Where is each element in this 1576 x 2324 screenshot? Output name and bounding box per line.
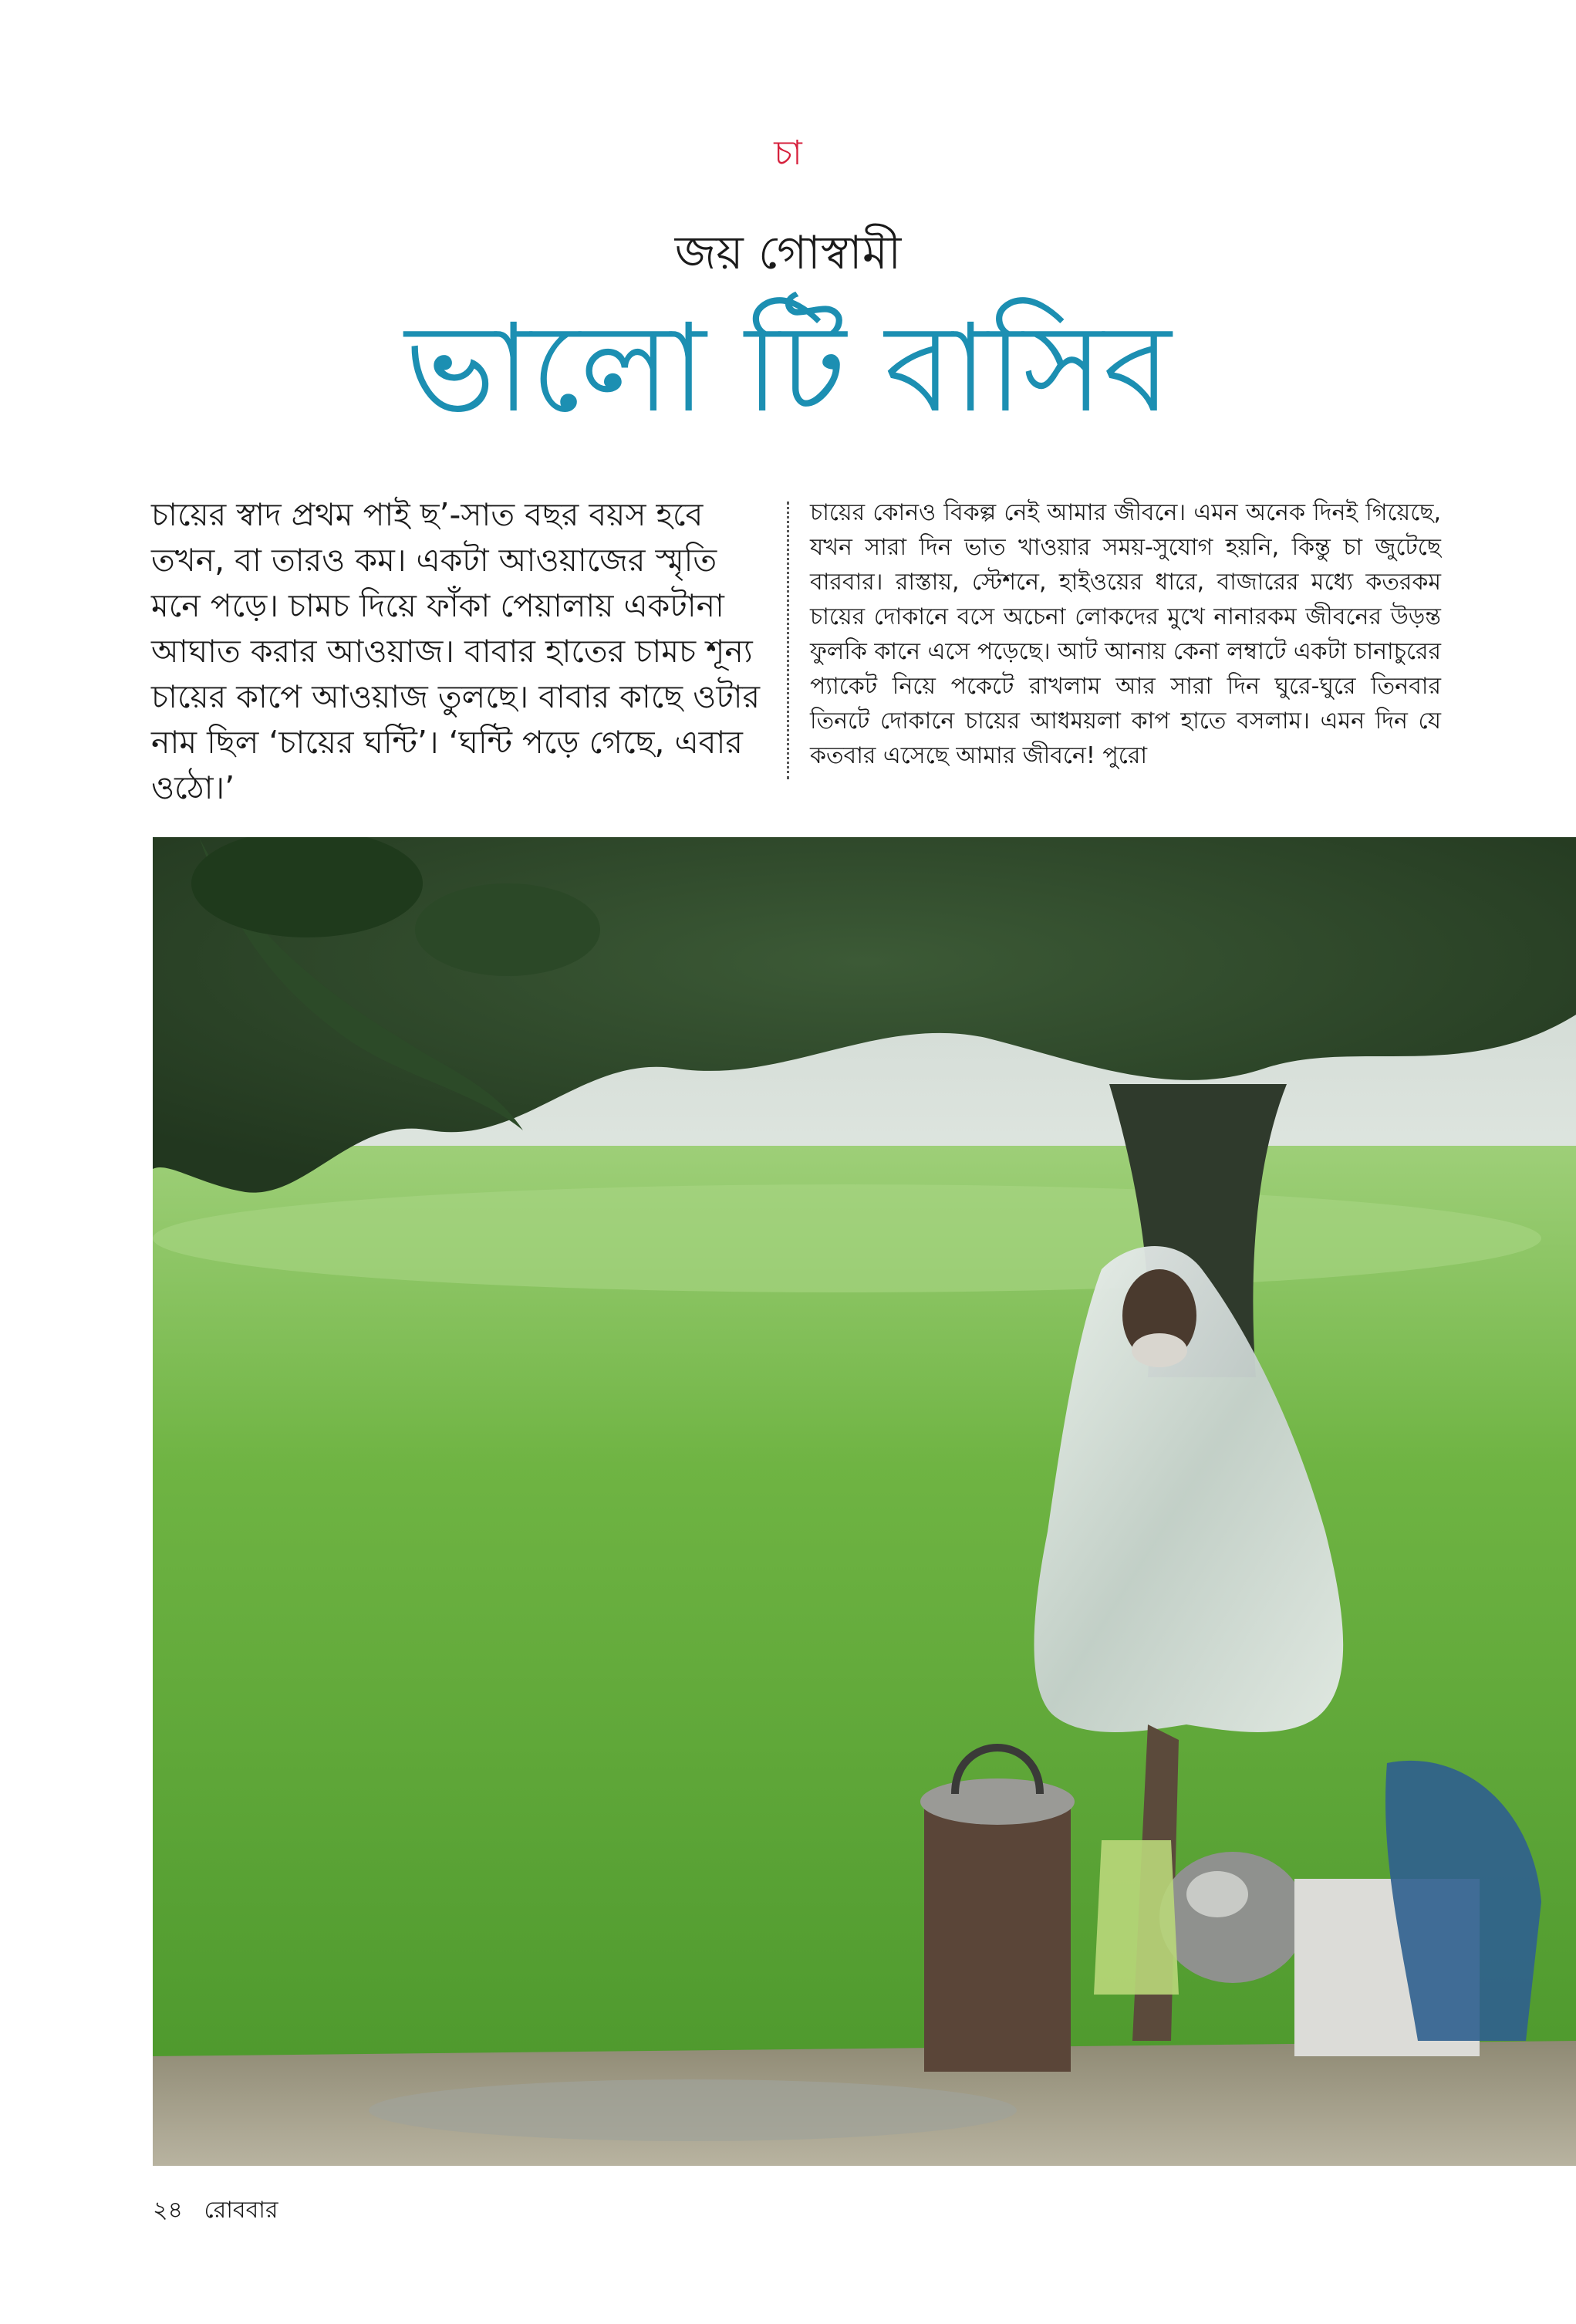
magazine-name: রোববার [204,2197,278,2224]
leaf-cluster [415,883,600,976]
page-footer [153,2191,278,2231]
milk-can-lid [920,1778,1075,1825]
tea-vendor-photo [153,837,1576,2166]
section-tag: চা [774,133,802,173]
kettle [1159,1852,1306,1983]
article-title: ভালো টি বাসিব [404,298,1172,440]
author-name: জয় গোস্বামী [674,226,902,280]
column-divider [787,502,789,779]
intro-column [151,492,768,811]
body-column [810,495,1441,773]
kettle-highlight [1186,1871,1248,1917]
puddle [369,2079,1017,2141]
plastic-bag [1094,1840,1179,1995]
body-paragraph: চায়ের কোনও বিকল্প নেই আমার জীবনে। এমন অনেক দিনই গিয়েছে, যখন সারা দিন ভাত খাওয়ার সময়-সুযোগ হয়নি, কিন্তু চা জুটেছে বারবার। রাস্তায়, স্টেশনে, হাইওয়ের ধারে, বাজারের মধ্যে কতরকম চায়ের দোকানে বসে অচেনা লোকদের মুখে নানারকম জীবনের উড়ন্ত ফুলকি কানে এসে পড়েছে। আট আনায় কেনা লম্বাটে একটা চানাচুরের প্যাকেট নিয়ে পকেটে রাখলাম আর সারা দিন ঘুরে-ঘুরে তিনবার তিনটে দোকানে চায়ের আধময়লা কাপ হাতে বসলাম। এমন দিন যে কতবার এসেছে আমার জীবনে! পুরো [810,499,1441,769]
grass-highlight [153,1184,1541,1292]
vendor-beard [1132,1333,1187,1367]
intro-paragraph: চায়ের স্বাদ প্রথম পাই ছ’-সাত বছর বয়স হবে তখন, বা তারও কম। একটা আওয়াজের স্মৃতি মনে পড়ে। চামচ দিয়ে ফাঁকা পেয়ালায় একটানা আঘাত করার আওয়াজ। বাবার হাতের চামচ শূন্য চায়ের কাপে আওয়াজ তুলছে। বাবার কাছে ওটার নাম ছিল ‘চায়ের ঘন্টি’। ‘ঘন্টি পড়ে গেছে, এবার ওঠো।’ [151,496,761,806]
milk-can [924,1809,1071,2072]
page-number: ২৪ [153,2197,183,2224]
